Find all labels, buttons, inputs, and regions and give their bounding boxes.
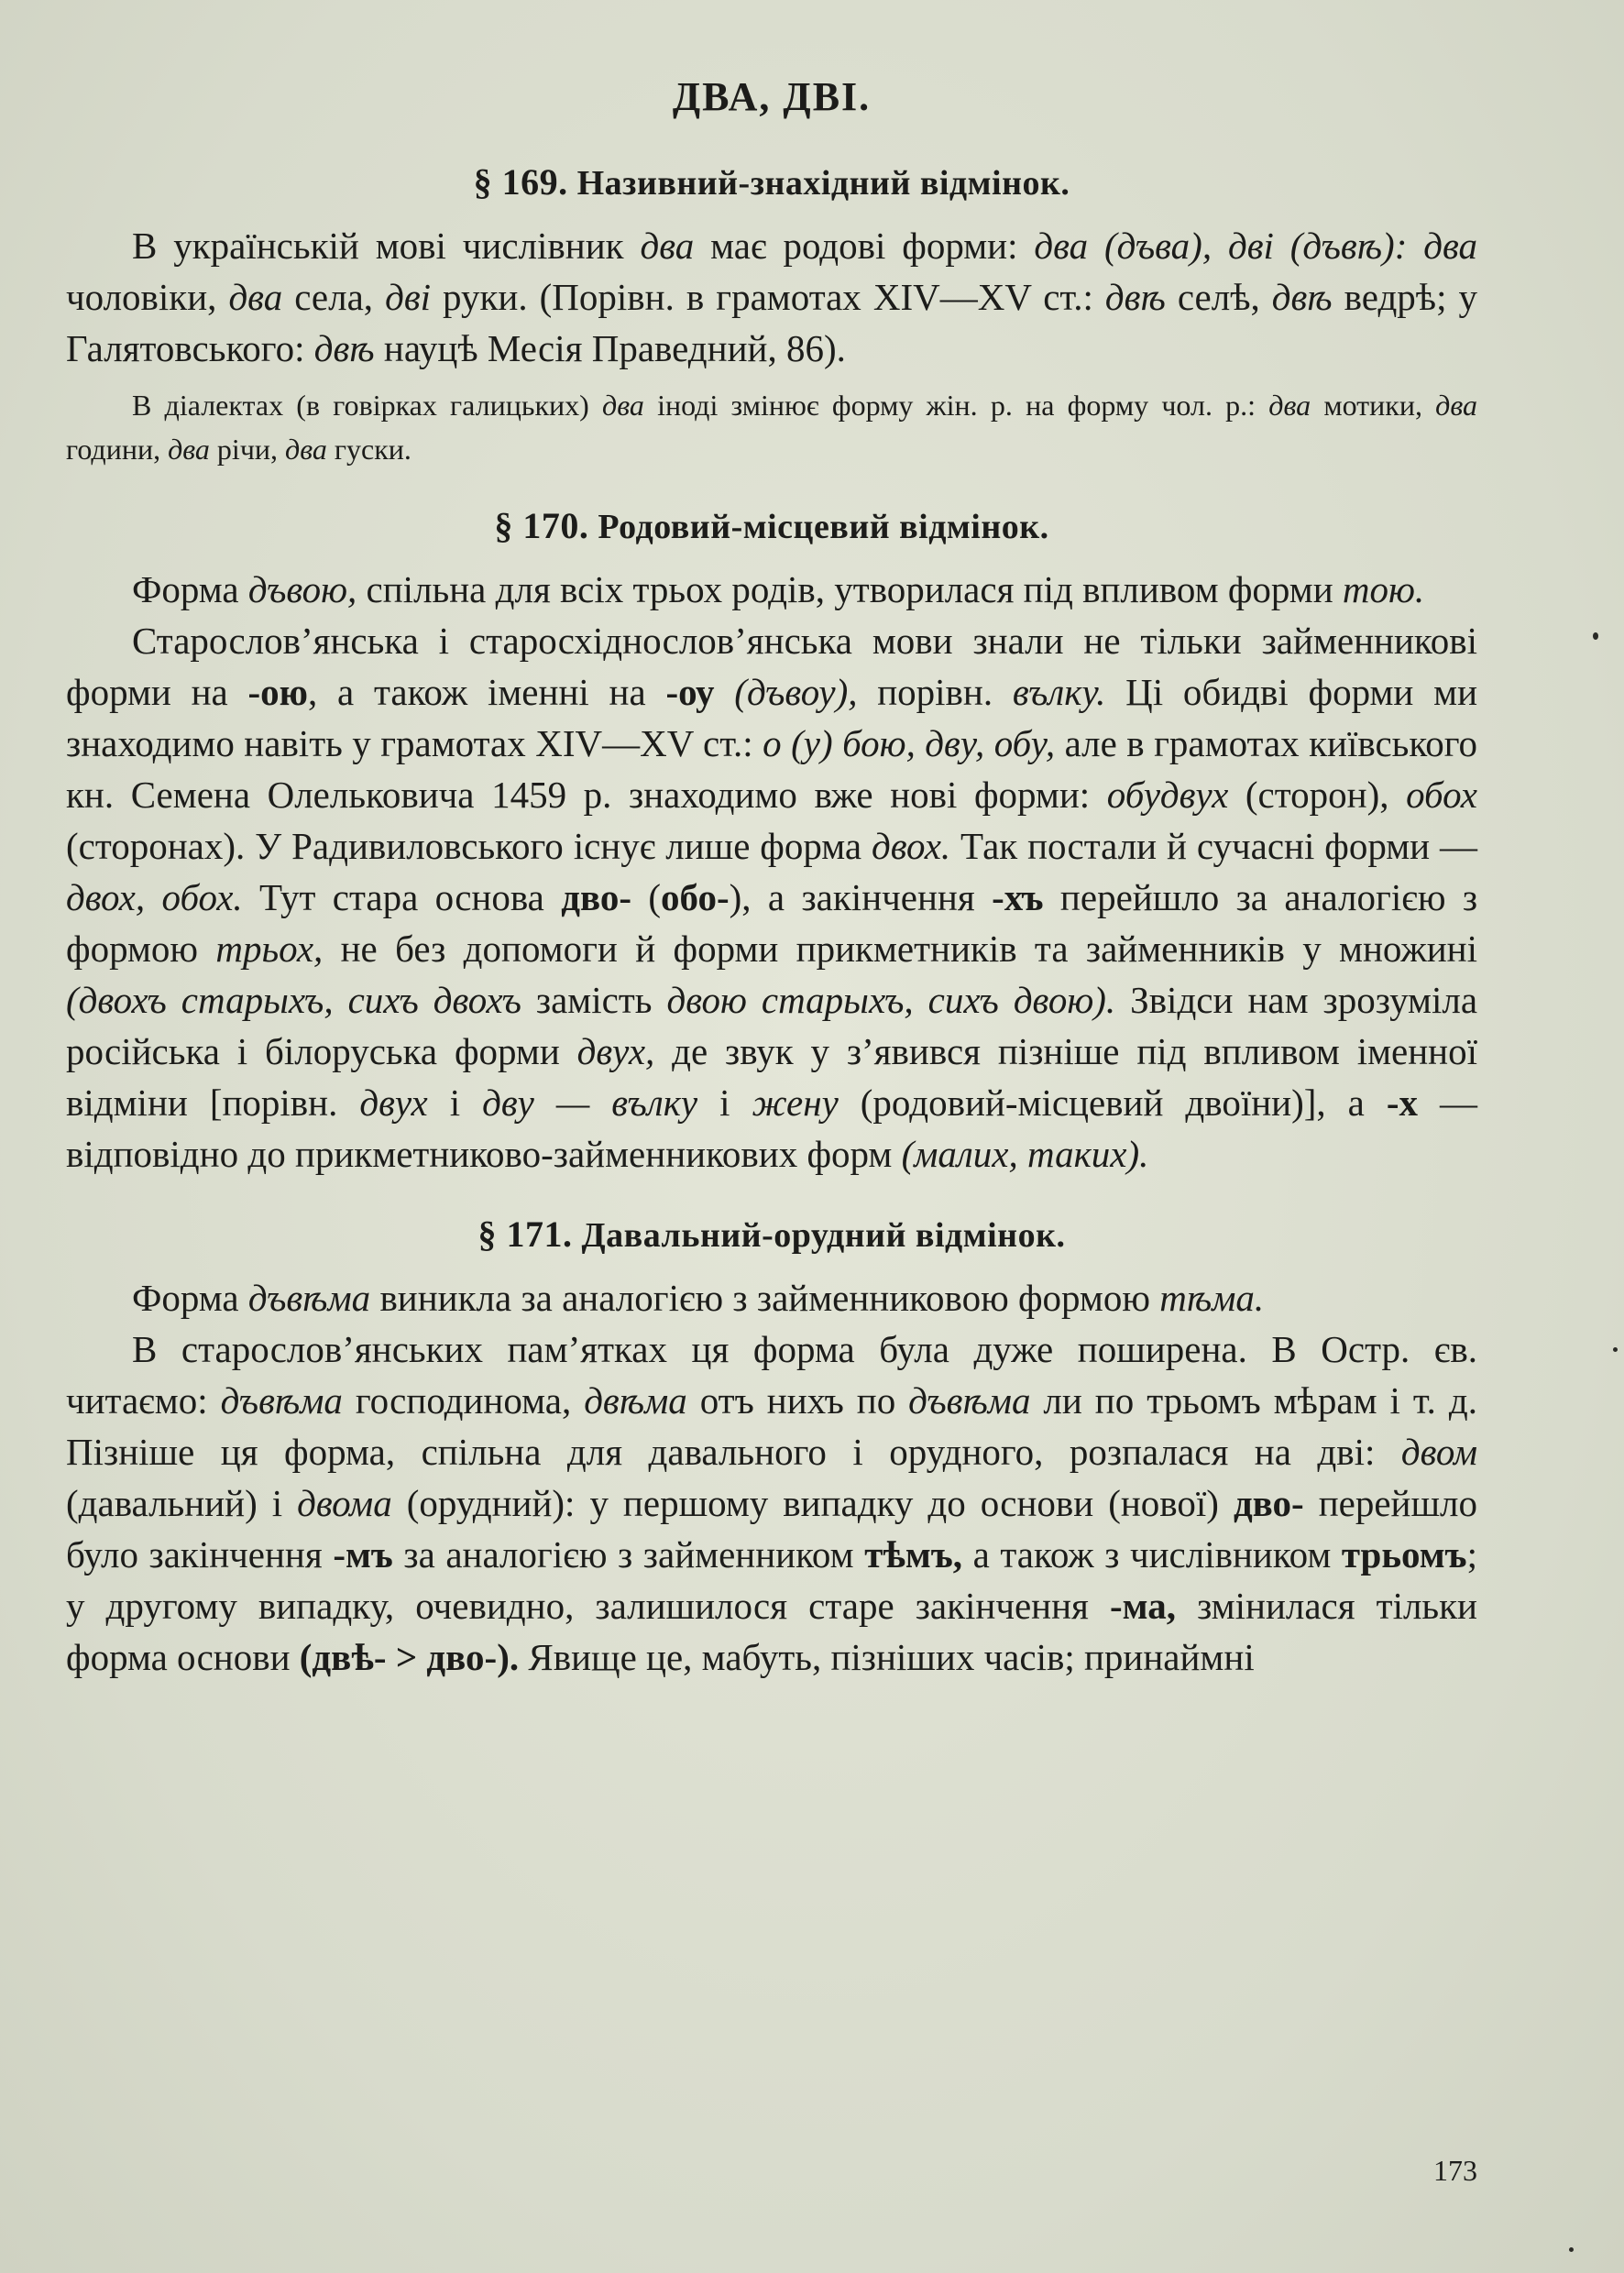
page-content bbox=[66, 73, 1477, 1683]
text-run: іноді змінює форму жін. р. на форму чол. р.: bbox=[643, 389, 1269, 422]
text-run: замість bbox=[521, 979, 667, 1021]
page-title: ДВА, ДВІ. bbox=[672, 74, 872, 119]
text-run: — відповідно до прикметниково-займенникових форм bbox=[66, 1082, 1477, 1175]
section-number: § 169. bbox=[473, 161, 568, 203]
page-number: 173 bbox=[1433, 2154, 1477, 2187]
bold-term: обо- bbox=[661, 876, 730, 918]
section-169 bbox=[66, 160, 1477, 471]
section-title: Родовий-місцевий відмінок. bbox=[598, 508, 1049, 546]
text-run: Форма bbox=[132, 1277, 248, 1319]
italic-term: двѣма bbox=[584, 1379, 687, 1422]
ink-speck bbox=[1569, 2247, 1574, 2252]
italic-term: дъвѣма bbox=[220, 1379, 343, 1422]
italic-term: два bbox=[602, 389, 644, 422]
text-run: виникла за аналогією з займенниковою формою bbox=[370, 1277, 1160, 1319]
italic-term: два (дъва), дві (дъвѣ): два bbox=[1034, 225, 1477, 267]
text-run: (сторонах). У Радивиловського існує лише форма bbox=[66, 825, 872, 867]
bold-term: -мъ bbox=[333, 1533, 393, 1576]
italic-term: два bbox=[285, 433, 327, 466]
text-run: перейшло було закінчення bbox=[66, 1482, 1478, 1576]
bold-term: -хъ bbox=[992, 876, 1044, 918]
text-run: руки. (Порівн. в грамотах XIV—XV ст.: bbox=[431, 276, 1105, 318]
text-run: спільна для всіх трьох родів, утворилася під впливом форми bbox=[357, 568, 1343, 610]
text-run: мотики, bbox=[1311, 389, 1436, 422]
italic-term: двох. bbox=[872, 825, 951, 867]
text-run: змінилася тільки форма основи bbox=[66, 1585, 1477, 1678]
italic-term: два bbox=[168, 433, 210, 466]
text-run: науцѣ Месія Праведний, 86). bbox=[374, 327, 846, 369]
italic-term: двою старыхъ, сихъ двою). bbox=[666, 979, 1116, 1021]
text-run: села, bbox=[282, 276, 386, 318]
paragraph bbox=[66, 564, 1477, 615]
paragraph bbox=[66, 1272, 1477, 1323]
bold-term: -оу bbox=[665, 671, 715, 713]
text-run: господинома, bbox=[342, 1379, 585, 1422]
italic-term: двом bbox=[1400, 1431, 1477, 1473]
italic-term: два bbox=[1268, 389, 1311, 422]
italic-term: двух, bbox=[576, 1030, 655, 1072]
text-run: В діалектах (в говірках галицьких) bbox=[132, 389, 603, 422]
section-heading bbox=[66, 1213, 1477, 1256]
italic-term: дъвѣма bbox=[247, 1277, 371, 1319]
text-run: не без допомоги й форми прикметників та займенників у множині bbox=[323, 928, 1477, 970]
italic-term: трьох, bbox=[215, 928, 324, 970]
italic-term: два bbox=[1435, 389, 1478, 422]
text-run: але в грамотах київського кн. Семена Олельковича 1459 р. знаходимо вже нові форми: bbox=[66, 722, 1478, 816]
italic-term: двух bbox=[359, 1082, 428, 1124]
text-run: години, bbox=[66, 433, 169, 466]
bold-term: тѣмъ, bbox=[864, 1533, 963, 1576]
text-run: селѣ, bbox=[1165, 276, 1272, 318]
section-heading bbox=[66, 160, 1477, 203]
bold-term: (двѣ- > дво-). bbox=[299, 1636, 520, 1678]
text-run bbox=[715, 671, 735, 713]
italic-term: дві bbox=[385, 276, 432, 318]
text-run: і bbox=[427, 1082, 483, 1124]
bold-term: дво- bbox=[1233, 1482, 1304, 1524]
text-run: Форма bbox=[132, 568, 248, 610]
bold-term: трьомъ bbox=[1341, 1533, 1467, 1576]
italic-term: тою. bbox=[1342, 568, 1425, 610]
text-run: В українській мові числівник bbox=[132, 225, 641, 267]
text-run: чоловіки, bbox=[66, 276, 229, 318]
section-number: § 170. bbox=[494, 505, 589, 546]
text-run: ), а закінчення bbox=[729, 876, 993, 918]
text-run: , а також іменні на bbox=[307, 671, 666, 713]
text-run: ( bbox=[631, 876, 662, 918]
text-run: Старослов’янська і старосхіднослов’янська мови знали не тільки займенникові форми на bbox=[66, 620, 1477, 713]
italic-term: двѣ bbox=[1271, 276, 1333, 318]
text-run: Так постали й сучасні форми — bbox=[950, 825, 1477, 867]
text-run: (родовий-місцевий двоїни)], а bbox=[838, 1082, 1387, 1124]
text-run: а також з числівником bbox=[962, 1533, 1342, 1576]
text-run: Явище це, мабуть, пізніших часів; принаймні bbox=[519, 1636, 1255, 1678]
bold-term: -ою bbox=[247, 671, 308, 713]
text-run: ; у другому випадку, очевидно, залишилося старе закінчення bbox=[66, 1533, 1477, 1627]
section-number: § 171. bbox=[477, 1213, 573, 1255]
italic-term: двѣ bbox=[313, 327, 375, 369]
ink-speck bbox=[1593, 632, 1598, 640]
italic-term: (малих, таких). bbox=[901, 1133, 1149, 1175]
text-run: річи, bbox=[209, 433, 286, 466]
text-run: (сторон), bbox=[1228, 774, 1407, 816]
text-run: порівн. bbox=[857, 671, 1013, 713]
text-run: де звук у з’явився пізніше під впливом іменної відміни [порівн. bbox=[66, 1030, 1477, 1124]
text-run: (давальний) і bbox=[66, 1482, 298, 1524]
text-run: В старослов’янських пам’ятках ця форма була дуже поширена. В Остр. єв. читаємо: bbox=[66, 1328, 1477, 1422]
ink-speck bbox=[1613, 1347, 1618, 1352]
italic-term: о (у) бою, дву, обу, bbox=[763, 722, 1056, 764]
paragraph bbox=[66, 615, 1477, 1180]
italic-term: двох, обох. bbox=[66, 876, 243, 918]
section-171 bbox=[66, 1213, 1477, 1683]
italic-term: двѣ bbox=[1104, 276, 1166, 318]
text-run: ведрѣ; у Галятовського: bbox=[66, 276, 1477, 369]
text-run: і bbox=[697, 1082, 752, 1124]
bold-term: -х bbox=[1386, 1082, 1419, 1124]
italic-term: дву — вълку bbox=[482, 1082, 698, 1124]
text-run: Звідси нам зрозуміла російська і білоруська форми bbox=[66, 979, 1478, 1072]
italic-term: два bbox=[228, 276, 283, 318]
dialect-note bbox=[66, 383, 1477, 471]
italic-term: вълку. bbox=[1012, 671, 1106, 713]
text-run: перейшло за аналогією з формою bbox=[66, 876, 1478, 970]
text-run: гуски. bbox=[326, 433, 411, 466]
section-heading bbox=[66, 504, 1477, 547]
section-170 bbox=[66, 504, 1477, 1180]
italic-term: обудвух bbox=[1106, 774, 1229, 816]
italic-term: двома bbox=[297, 1482, 392, 1524]
italic-term: тѣма. bbox=[1159, 1277, 1265, 1319]
paragraph bbox=[66, 1323, 1477, 1683]
italic-term: обох bbox=[1406, 774, 1477, 816]
italic-term: (дъвоу), bbox=[734, 671, 858, 713]
text-run: (орудний): у першому випадку до основи (нової) bbox=[391, 1482, 1234, 1524]
section-title: Називний-знахідний відмінок. bbox=[576, 164, 1070, 203]
text-run: за аналогією з займенником bbox=[392, 1533, 865, 1576]
italic-term: (двохъ старыхъ, сихъ двохъ bbox=[66, 979, 521, 1021]
text-run: ли по трьомъ мѣрам і т. д. Пізніше ця форма, спільна для давального і орудного, розпалася на дві: bbox=[66, 1379, 1478, 1473]
paragraph bbox=[66, 220, 1477, 374]
italic-term: жену bbox=[752, 1082, 839, 1124]
italic-term: два bbox=[640, 225, 695, 267]
text-run: Тут стара основа bbox=[242, 876, 562, 918]
text-run: отъ нихъ по bbox=[686, 1379, 909, 1422]
text-run: Ці обидві форми ми знаходимо навіть у грамотах XIV—XV ст.: bbox=[66, 671, 1478, 764]
text-run: має родові форми: bbox=[694, 225, 1035, 267]
bold-term: -ма, bbox=[1109, 1585, 1177, 1627]
section-title: Давальний-орудний відмінок. bbox=[581, 1216, 1066, 1255]
bold-term: дво- bbox=[561, 876, 631, 918]
italic-term: дъвѣма bbox=[908, 1379, 1031, 1422]
italic-term: дъвою, bbox=[247, 568, 357, 610]
